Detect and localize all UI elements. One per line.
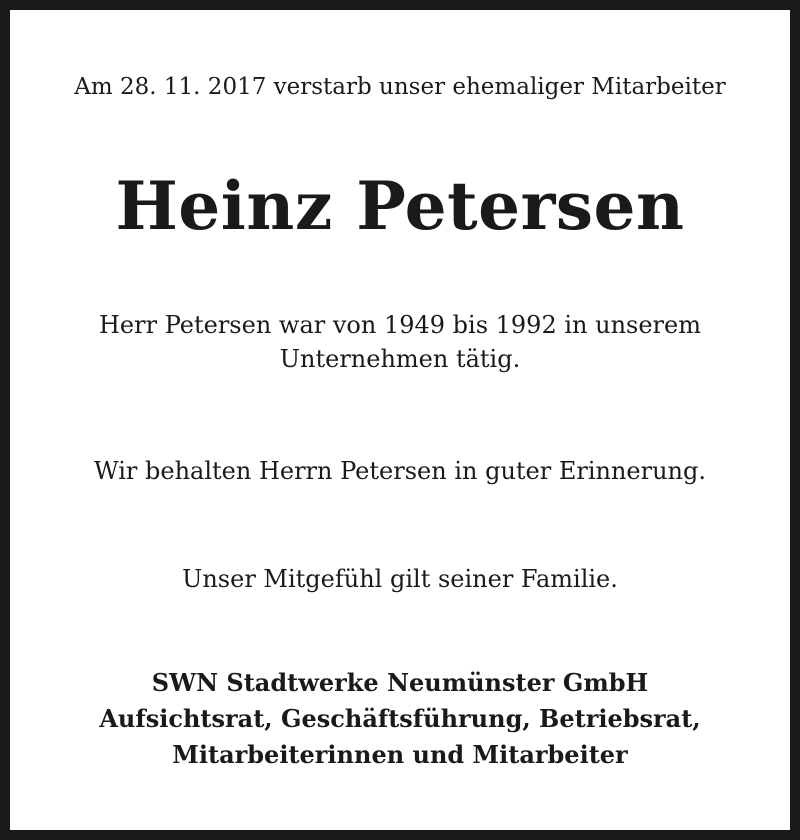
signature-staff: Mitarbeiterinnen und Mitarbeiter xyxy=(172,740,628,769)
employment-text-line-2: Unternehmen tätig. xyxy=(279,345,521,373)
intro-text: Am 28. 11. 2017 verstarb unser ehemaliger Mitarbeiter xyxy=(74,74,726,100)
remembrance-text: Wir behalten Herrn Petersen in guter Erinnerung. xyxy=(93,457,707,485)
signature-bodies: Aufsichtsrat, Geschäftsführung, Betriebsrat, xyxy=(99,704,701,733)
employment-text-line-1: Herr Petersen war von 1949 bis 1992 in unserem xyxy=(99,311,701,339)
condolence-text: Unser Mitgefühl gilt seiner Familie. xyxy=(182,565,618,593)
deceased-name: Heinz Petersen xyxy=(115,167,685,245)
signature-company: SWN Stadtwerke Neumünster GmbH xyxy=(151,668,649,697)
